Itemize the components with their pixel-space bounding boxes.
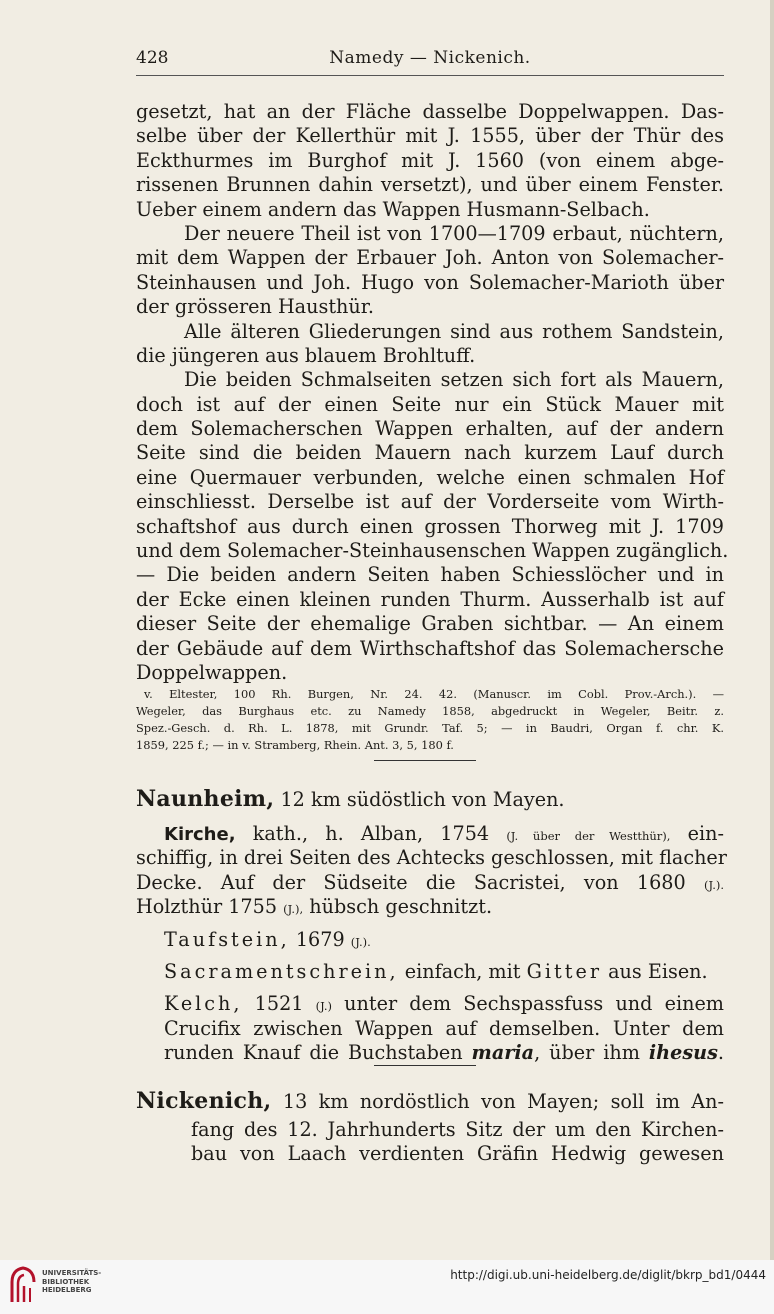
small-text: (J. über der Westthür),: [506, 829, 671, 843]
entry-title: Nickenich,: [136, 1088, 272, 1114]
text-line: Steinhausen und Joh. Hugo von Solemacher-Marioth über: [136, 270, 724, 294]
text-span: ein-: [670, 822, 724, 845]
text-line: Ueber einem andern das Wappen Husmann-Selbach.: [136, 197, 650, 221]
entry-title: Naunheim,: [136, 786, 275, 812]
text-line: der Ecke einen kleinen runden Thurm. Ausserhalb ist auf: [136, 587, 724, 611]
text-span: runden Knauf die Buchstaben: [164, 1041, 472, 1065]
note-line: Wegeler, das Burghaus etc. zu Namedy 1858, abgedruckt in Wegeler, Beitr. z.: [136, 704, 724, 719]
text-span: Decke. Auf der Südseite die Sacristei, von 1680: [136, 870, 704, 894]
text-line: selbe über der Kellerthür mit J. 1555, über der Thür des: [136, 124, 724, 148]
note-line: 1859, 225 f.; — in v. Stramberg, Rhein. Ant. 3, 5, 180 f.: [136, 737, 454, 752]
small-text: (J.),: [283, 902, 304, 917]
text-span: einfach, mit: [398, 959, 527, 983]
text-span: unter dem Sechspassfuss und einem: [332, 992, 724, 1016]
text-line: die jüngeren aus blauem Brohltuff.: [136, 343, 476, 367]
text-span: hübsch geschnitzt.: [303, 895, 493, 919]
library-footer: [0, 1260, 774, 1314]
text-line: Der neuere Theil ist von 1700—1709 erbaut, nüchtern,: [184, 221, 724, 245]
text-span: Holzthür 1755: [136, 895, 284, 919]
source-url-link[interactable]: http://digi.ub.uni-heidelberg.de/diglit/bkrp_bd1/0444: [450, 1268, 766, 1282]
small-text: (J.).: [703, 877, 724, 892]
text-line: der Gebäude auf dem Wirthschaftshof das Solemachersche: [136, 636, 724, 660]
text-line: Doppelwappen.: [136, 660, 288, 684]
text-line: und dem Solemacher-Steinhausenschen Wappen zugänglich.: [136, 539, 729, 563]
text-span: aus Eisen.: [602, 959, 708, 983]
inscription-text: ihesus: [648, 1041, 718, 1065]
library-name: [42, 1269, 101, 1295]
namedy-body-text: [136, 100, 729, 754]
note-line: Spez.-Gesch. d. Rh. L. 1878, mit Grundr. Taf. 5; — in Baudri, Organ f. chr. K.: [136, 720, 724, 735]
entry-heading-line: [136, 1084, 724, 1118]
text-line: doch ist auf der einen Seite nur ein Stück Mauer mit: [136, 392, 724, 416]
text-line: schaftshof aus durch einen grossen Thorweg mit J. 1709: [136, 514, 724, 538]
text-line: bau von Laach verdienten Gräfin Hedwig gewesen: [191, 1142, 724, 1166]
text-line: dieser Seite der ehemalige Graben sichtbar. — An einem: [136, 612, 724, 636]
library-name-line: BIBLIOTHEK: [42, 1277, 90, 1286]
keyword: Kirche,: [164, 824, 236, 845]
library-logo-icon: [8, 1264, 38, 1304]
running-head: [136, 48, 724, 72]
text-line: [136, 960, 724, 984]
section-separator: [374, 1065, 476, 1066]
page-edge: [770, 0, 774, 1314]
text-span: 1521: [242, 992, 316, 1016]
header-rule: [136, 75, 724, 76]
text-line: [136, 871, 724, 895]
text-span: 1679: [289, 927, 351, 951]
library-name-line: HEIDELBERG: [42, 1286, 92, 1294]
text-line: [136, 992, 724, 1016]
text-line: [136, 895, 724, 919]
text-line: fang des 12. Jahrhunderts Sitz der um den Kirchen-: [191, 1118, 724, 1141]
keyword: Sacramentschrein,: [164, 959, 399, 983]
text-span: kath., h. Alban, 1754: [235, 822, 507, 845]
text-line: Alle älteren Gliederungen sind aus rothem Sandstein,: [184, 319, 724, 343]
inscription-text: maria: [471, 1041, 535, 1065]
literature-notes: [136, 686, 724, 753]
note-line: v. Eltester, 100 Rh. Burgen, Nr. 24. 42. (Manuscr. im Cobl. Prov.-Arch.). —: [144, 687, 724, 702]
text-line: schiffig, in drei Seiten des Achtecks geschlossen, mit flacher: [136, 846, 727, 870]
text-line: mit dem Wappen der Erbauer Joh. Anton von Solemacher-: [136, 246, 724, 270]
text-line: [136, 928, 724, 952]
text-span: .: [717, 1041, 724, 1065]
text-line: rissenen Brunnen dahin versetzt), und über einem Fenster.: [136, 173, 724, 197]
keyword: Taufstein,: [164, 927, 290, 951]
keyword: Kelch,: [164, 992, 243, 1016]
text-line: Crucifix zwischen Wappen auf demselben. Unter dem: [164, 1016, 724, 1040]
text-line: Seite sind die beiden Mauern nach kurzem Lauf durch: [136, 441, 724, 465]
text-line: — Die beiden andern Seiten haben Schiesslöcher und in: [136, 563, 724, 587]
running-title: Namedy — Nickenich.: [329, 48, 531, 68]
text-line: gesetzt, hat an der Fläche dasselbe Doppelwappen. Das-: [136, 100, 724, 123]
text-span: , über ihm: [534, 1041, 649, 1065]
section-separator: [374, 760, 476, 761]
text-line: [136, 1041, 724, 1065]
small-text: (J.): [315, 999, 333, 1014]
text-span: 13 km nordöstlich von Mayen; soll im An-: [271, 1090, 724, 1113]
entry-location: 12 km südöstlich von Mayen.: [274, 788, 565, 811]
entry-heading-line: [136, 782, 724, 816]
text-line: Eckthurmes im Burghof mit J. 1560 (von einem abge-: [136, 148, 724, 172]
nickenich-entry: [136, 1084, 724, 1167]
text-line: Die beiden Schmalseiten setzen sich fort als Mauern,: [184, 368, 724, 392]
text-line: eine Quermauer verbunden, welche einen schmalen Hof: [136, 465, 724, 489]
naunheim-entry: [136, 782, 727, 1066]
library-name-line: UNIVERSITÄTS-: [42, 1269, 102, 1277]
keyword: Gitter: [526, 959, 602, 983]
text-line: dem Solemacherschen Wappen erhalten, auf der andern: [136, 417, 724, 441]
page-number: 428: [136, 48, 169, 68]
text-line: der grösseren Hausthür.: [136, 295, 374, 319]
text-line: [136, 822, 724, 846]
text-line: einschliesst. Derselbe ist auf der Vorderseite vom Wirth-: [136, 490, 724, 514]
small-text: (J.).: [350, 934, 371, 949]
